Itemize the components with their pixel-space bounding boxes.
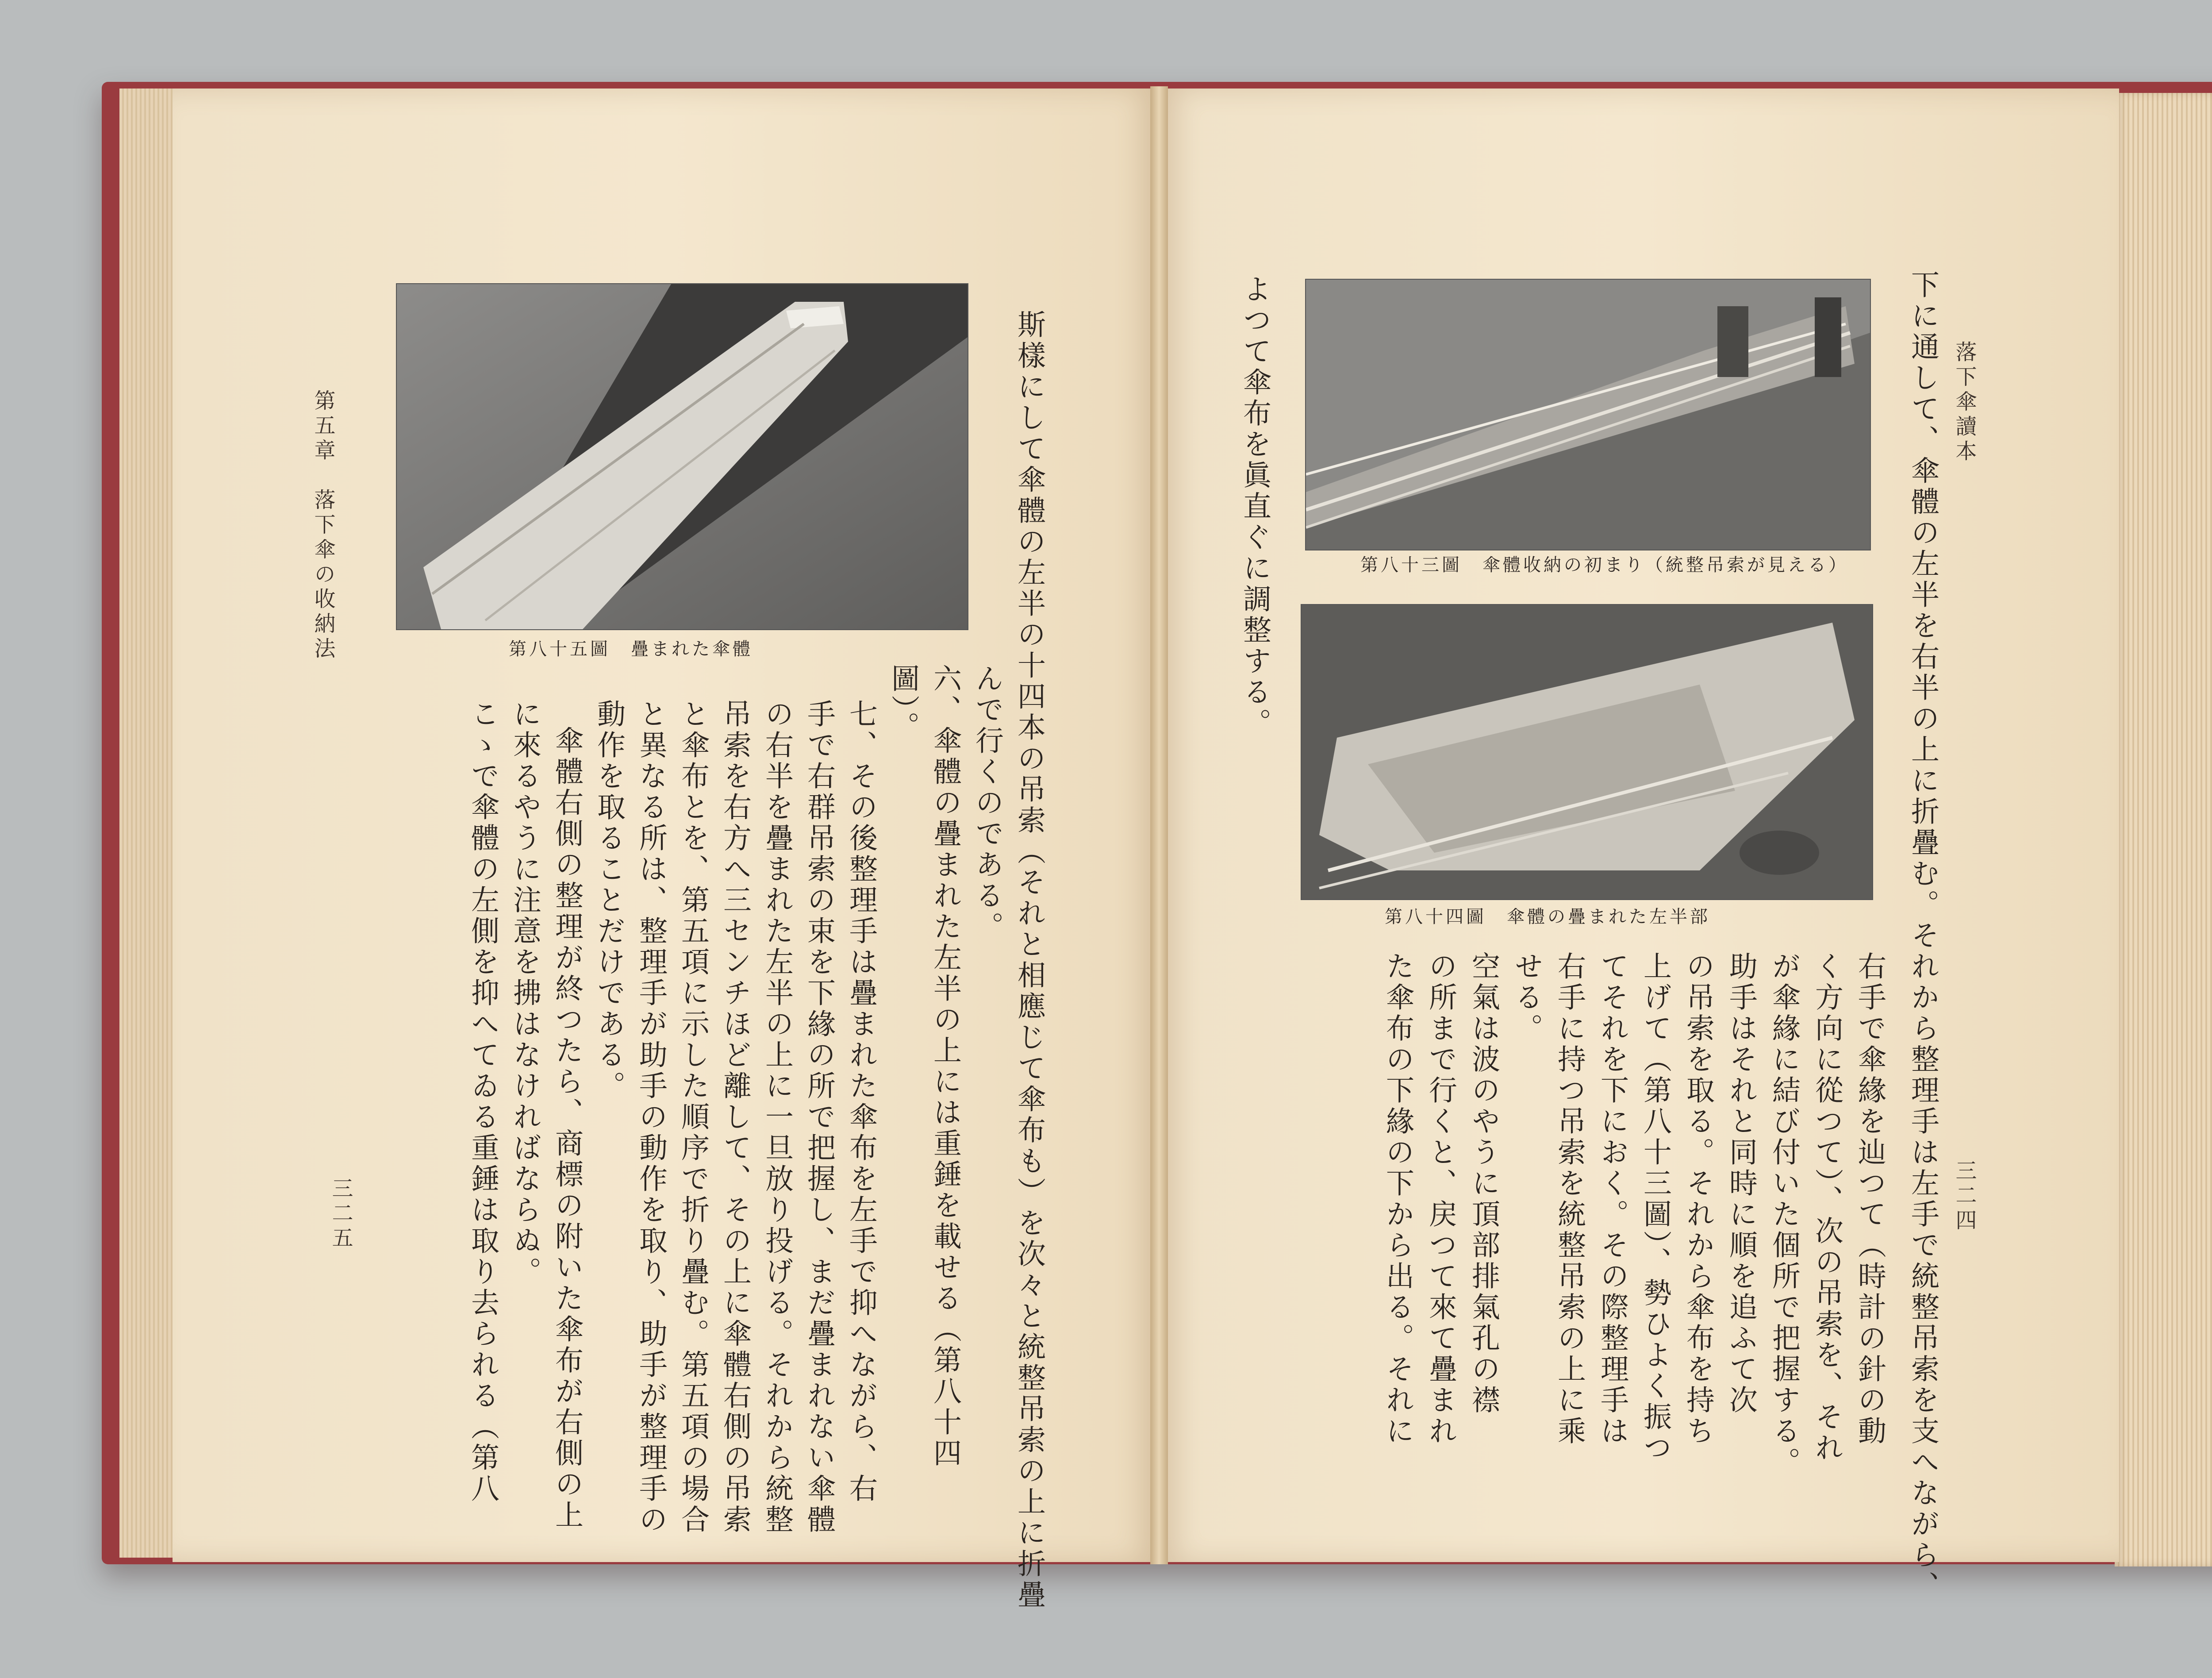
left-text-line: んで行くのである。 bbox=[971, 664, 1003, 943]
figure-83-caption: 第八十三圖 傘體收納の初まり（統整吊索が見える） bbox=[1360, 555, 1849, 575]
right-page-number: 三二四 bbox=[1952, 1159, 1977, 1234]
page-edges-right bbox=[2115, 93, 2212, 1566]
left-text-line: 動作を取ることだけである。 bbox=[592, 699, 625, 1102]
left-text-line: こゝで傘體の左側を抑へてゐる重錘は取り去られる（第八 bbox=[466, 699, 499, 1505]
left-text-line: 吊索を右方へ三センチほど離して、その上に傘體右側の吊索 bbox=[718, 699, 751, 1536]
figure-84-photo bbox=[1301, 604, 1873, 900]
canopy-lines-image bbox=[1306, 280, 1870, 550]
book-gutter bbox=[1150, 86, 1168, 1564]
left-text-line: に來るやうに注意を拂はなければならぬ。 bbox=[508, 699, 541, 1288]
right-text-line: 上げて（第八十三圖）、勢ひよく振つ bbox=[1639, 951, 1671, 1464]
left-text-line: 傘體右側の整理が終つたら、商標の附いた傘布が右側の上 bbox=[550, 726, 583, 1531]
folded-canopy-image bbox=[397, 284, 968, 629]
left-text-line: 圖）。 bbox=[887, 664, 919, 743]
right-text-line: 右手に持つ吊索を統整吊索の上に乘 bbox=[1553, 951, 1586, 1447]
left-text-line: の右半を疊まれた左半の上に一旦放り投げる。それから統整 bbox=[760, 699, 793, 1536]
left-text-line: 六、傘體の疊まれた左半の上には重錘を載せる（第八十四 bbox=[929, 664, 961, 1469]
right-text-line: 助手はそれと同時に順を追ふて次 bbox=[1724, 951, 1757, 1416]
left-text-line: 斯樣にして傘體の左半の十四本の吊索（それと相應じて傘布も）を次々と統整吊索の上に折疊 bbox=[1013, 310, 1045, 1611]
left-page-number: 三二五 bbox=[328, 1177, 353, 1251]
right-text-line: が傘緣に結び付いた個所で把握する。 bbox=[1767, 951, 1800, 1478]
right-text-line: 右手で傘緣を辿つて（時計の針の動 bbox=[1853, 951, 1886, 1447]
right-text-line: せる。 bbox=[1510, 951, 1543, 1044]
right-text-line: の所まで行くと、戻つて來て疊まれ bbox=[1424, 951, 1457, 1447]
right-text-line: てそれを下におく。その際整理手は bbox=[1596, 951, 1628, 1447]
left-text-line: と傘布とを、第五項に示した順序で折り疊む。第五項の場合 bbox=[676, 699, 709, 1536]
running-header: 落下傘讀本 bbox=[1952, 341, 1977, 465]
figure-83-photo bbox=[1305, 279, 1871, 550]
chapter-header: 第五章 落下傘の收納法 bbox=[311, 389, 335, 662]
right-text-line: 空氣は波のやうに頂部排氣孔の襟 bbox=[1467, 951, 1500, 1416]
right-text-line: た傘布の下緣の下から出る。それに bbox=[1381, 951, 1414, 1447]
right-text-line: く方向に從つて）、次の吊索を、それ bbox=[1810, 951, 1843, 1464]
left-text-line: 七、その後整理手は疊まれた傘布を左手で抑へながら、右 bbox=[845, 699, 877, 1505]
right-top-line-2: よつて傘布を眞直ぐに調整する。 bbox=[1238, 274, 1271, 739]
right-text-line: の吊索を取る。それから傘布を持ち bbox=[1682, 951, 1714, 1447]
left-text-line: と異なる所は、整理手が助手の動作を取り、助手が整理手の bbox=[634, 699, 667, 1536]
left-text-line: 手で右群吊索の束を下緣の所で把握し、まだ疊まれない傘體 bbox=[803, 699, 835, 1536]
right-top-line-1: 下に通して、傘體の左半を右半の上に折疊む。それから整理手は左手で統整吊索を支へながら、 bbox=[1906, 270, 1939, 1602]
figure-84-caption: 第八十四圖 傘體の疊まれた左半部 bbox=[1385, 907, 1710, 927]
figure-85-caption: 第八十五圖 疊まれた傘體 bbox=[509, 639, 753, 659]
folded-left-half-image bbox=[1302, 605, 1872, 899]
page-edges-left bbox=[119, 89, 177, 1558]
figure-85-photo bbox=[396, 283, 968, 630]
